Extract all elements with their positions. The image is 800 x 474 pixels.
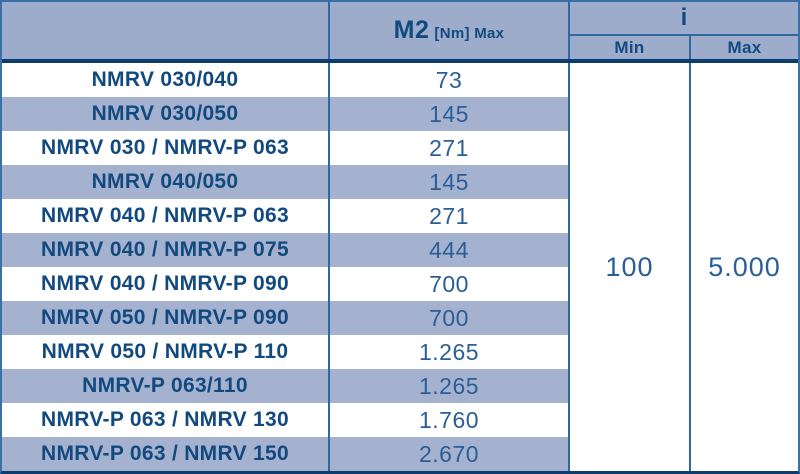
table-row [2,369,568,403]
table-row [2,267,568,301]
torque-cell: 271 [328,199,568,233]
torque-cell: 271 [328,131,568,165]
table-row [2,301,568,335]
ratio-column-group-header [568,2,798,59]
model-cell: NMRV 050 / NMRV-P 090 [41,306,289,329]
table-row [2,199,568,233]
torque-cell: 145 [328,165,568,199]
torque-cell: 1.265 [328,335,568,369]
table-row [2,233,568,267]
torque-cell: 1.760 [328,403,568,437]
model-cell: NMRV-P 063 / NMRV 130 [41,408,289,431]
model-column-header-empty [2,2,328,59]
model-cell: NMRV 030/050 [91,102,239,125]
ratio-header-label: i [570,2,798,36]
ratio-max-value: 5.000 [708,251,781,282]
table-row [2,97,568,131]
torque-cell: 2.670 [328,437,568,471]
table-row [2,437,568,471]
table-row [2,165,568,199]
model-cell: NMRV-P 063 / NMRV 150 [41,442,289,465]
model-cell: NMRV 050 / NMRV-P 110 [41,340,289,363]
ratio-min-header: Min [570,36,691,59]
torque-cell: 1.265 [328,369,568,403]
model-cell: NMRV 040 / NMRV-P 063 [41,204,289,227]
torque-cell: 444 [328,233,568,267]
table-row [2,403,568,437]
model-cell: NMRV-P 063/110 [82,374,248,397]
model-cell: NMRV 030 / NMRV-P 063 [41,136,289,159]
ratio-values-block [568,63,798,471]
m2-header-label [394,16,505,45]
torque-cell: 700 [328,301,568,335]
m2-header-main: M2 [393,16,430,44]
table-body [2,63,798,471]
ratio-min-value: 100 [570,63,691,471]
ratio-max-header: Max [727,37,762,57]
model-cell: NMRV 030/040 [91,68,239,91]
torque-cell: 73 [328,63,568,97]
torque-cell: 145 [328,97,568,131]
model-cell: NMRV 040 / NMRV-P 090 [41,272,289,295]
m2-column-header [328,2,568,59]
model-cell: NMRV 040/050 [91,170,239,193]
model-cell: NMRV 040 / NMRV-P 075 [41,238,289,261]
ratio-subheader-row [570,36,798,59]
table-row [2,131,568,165]
table-header-row [2,2,798,63]
table-row [2,335,568,369]
m2-header-unit: [Nm] Max [434,25,505,42]
table-body-left [2,63,568,471]
table-row [2,63,568,97]
torque-cell: 700 [328,267,568,301]
